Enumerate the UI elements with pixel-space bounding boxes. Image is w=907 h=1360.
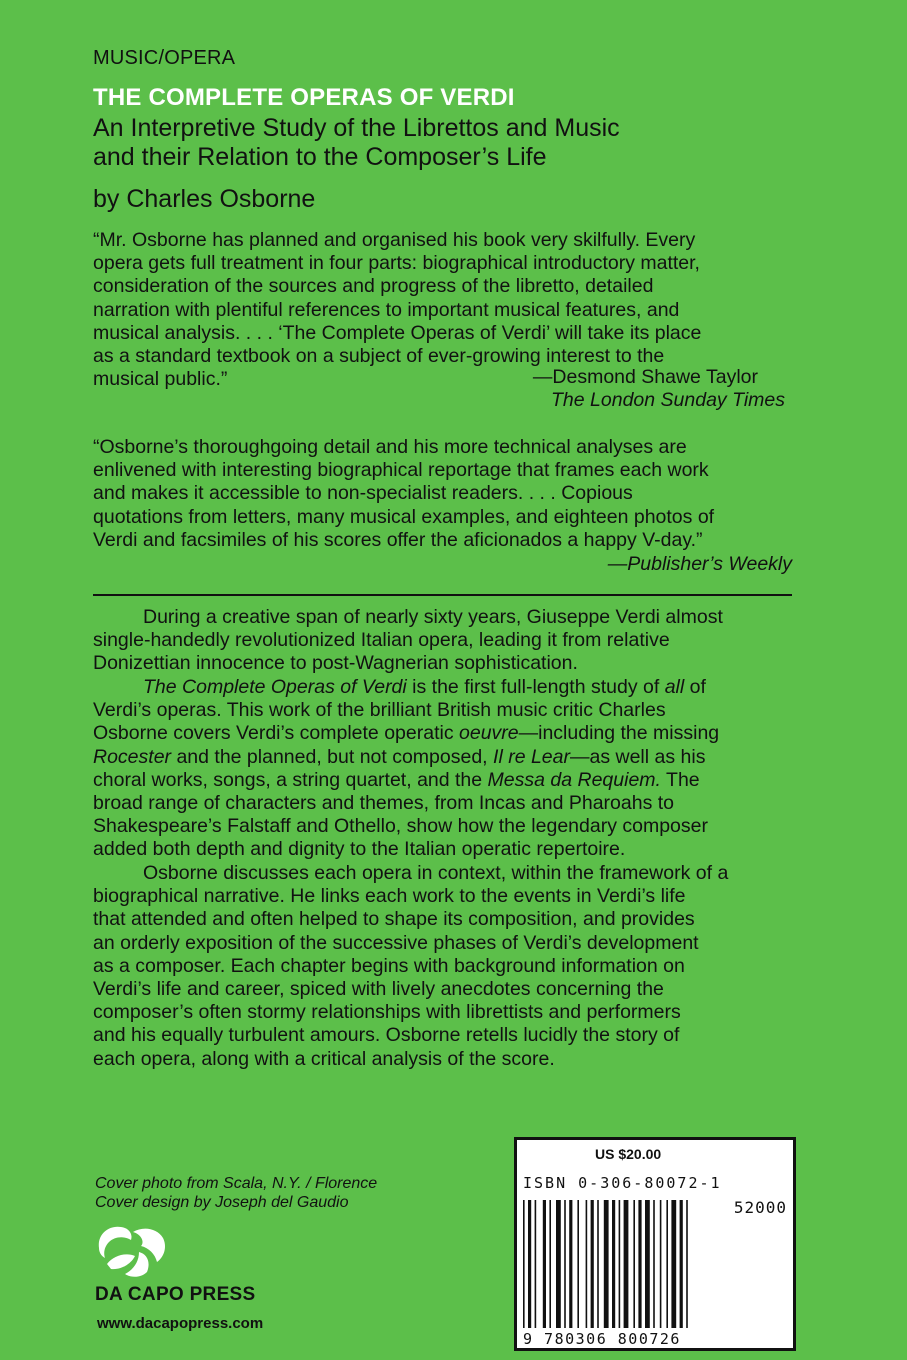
- paragraph-line: single-handedly revolutionized Italian opera, leading it from relative: [93, 629, 670, 652]
- paragraph-line: The Complete Operas of Verdi is the first full-length study of all of: [143, 676, 706, 698]
- paragraph-line: each opera, along with a critical analysis of the score.: [93, 1047, 555, 1070]
- barcode-bar: [564, 1200, 566, 1328]
- barcode-bar: [619, 1200, 621, 1328]
- barcode-bar: [671, 1200, 676, 1328]
- paragraph-line: that attended and often helped to shape its composition, and provides: [93, 908, 695, 931]
- paragraph-line: choral works, songs, a string quartet, and the Messa da Requiem. The: [93, 768, 700, 791]
- paragraph-line: as a composer. Each chapter begins with background information on: [93, 954, 685, 977]
- publisher-name: DA CAPO PRESS: [95, 1284, 256, 1305]
- quote-line: “Osborne’s thoroughgoing detail and his more technical analyses are: [93, 436, 687, 458]
- barcode-bar: [528, 1200, 531, 1328]
- subtitle-line: and their Relation to the Composer’s Life: [93, 143, 547, 171]
- barcode-panel: [514, 1137, 796, 1351]
- da-capo-logo-icon: [95, 1222, 170, 1280]
- cover-credits: [95, 1174, 377, 1212]
- description-paragraph-1: [93, 606, 793, 676]
- paragraph-line: Verdi’s life and career, spiced with lively anecdotes concerning the: [93, 978, 664, 1001]
- quote-line: enlivened with interesting biographical reportage that frames each work: [93, 459, 709, 482]
- barcode-bar: [612, 1200, 615, 1328]
- publisher-website: www.dacapopress.com: [97, 1315, 264, 1332]
- barcode-bar: [666, 1200, 668, 1328]
- barcode-bar: [549, 1200, 551, 1328]
- barcode-bar: [543, 1200, 546, 1328]
- quote-line: musical public.”: [93, 368, 228, 391]
- quote-line: quotations from letters, many musical examples, and eighteen photos of: [93, 505, 715, 528]
- photo-credit: Cover photo from Scala, N.Y. / Florence: [95, 1175, 378, 1192]
- barcode-bar: [569, 1200, 572, 1328]
- quote-line: opera gets full treatment in four parts: biographical introductory matter,: [93, 252, 700, 275]
- paragraph-line: an orderly exposition of the successive phases of Verdi’s development: [93, 931, 699, 954]
- book-title: THE COMPLETE OPERAS OF VERDI: [93, 84, 515, 111]
- quote-line: “Mr. Osborne has planned and organised his book very skilfully. Every: [93, 229, 696, 251]
- quote-line: as a standard textbook on a subject of ever-growing interest to the: [93, 345, 665, 368]
- barcode-bar: [535, 1200, 537, 1328]
- barcode-bar: [523, 1200, 525, 1328]
- quote-2-source: —Publisher’s Weekly: [607, 553, 792, 575]
- paragraph-line: Osborne covers Verdi’s complete operatic oeuvre—including the missing: [93, 722, 720, 745]
- paragraph-line: Rocester and the planned, but not composed, Il re Lear—as well as his: [93, 745, 706, 768]
- barcode-bar: [633, 1200, 635, 1328]
- book-subtitle: [93, 114, 793, 172]
- barcode-bar: [624, 1200, 629, 1328]
- author-line: by Charles Osborne: [93, 185, 316, 213]
- subtitle-line: An Interpretive Study of the Librettos and Music: [93, 114, 620, 142]
- barcode-bar: [680, 1200, 683, 1328]
- price-label: US $20.00: [595, 1146, 662, 1162]
- paragraph-line: composer’s often stormy relationships with librettists and performers: [93, 1001, 681, 1024]
- review-quote-2: [93, 436, 803, 552]
- barcode-bar: [660, 1200, 662, 1328]
- ean-number: 9 780306 800726: [523, 1330, 681, 1348]
- paragraph-line: broad range of characters and themes, from Incas and Pharoahs to: [93, 792, 675, 815]
- barcode-bar: [577, 1200, 579, 1328]
- quote-line: and makes it accessible to non-specialist readers. . . . Copious: [93, 482, 633, 505]
- quote-line: musical analysis. . . . ‘The Complete Operas of Verdi’ will take its place: [93, 321, 702, 344]
- quote-line: narration with plentiful references to important musical features, and: [93, 298, 680, 321]
- description-paragraph-3: [93, 862, 793, 1071]
- paragraph-line: added both depth and dignity to the Italian operatic repertoire.: [93, 838, 626, 861]
- barcode-bar: [653, 1200, 655, 1328]
- description-paragraph-2: [93, 676, 793, 862]
- barcode-bar: [645, 1200, 650, 1328]
- divider: [93, 594, 792, 596]
- barcode-bars: [523, 1200, 713, 1328]
- barcode-bar: [604, 1200, 609, 1328]
- category-label: MUSIC/OPERA: [93, 47, 236, 69]
- barcode-bar: [586, 1200, 588, 1328]
- barcode-bar: [686, 1200, 688, 1328]
- barcode-bar: [591, 1200, 594, 1328]
- paragraph-line: biographical narrative. He links each work to the events in Verdi’s life: [93, 885, 686, 908]
- quote-1-source: —Desmond Shawe Taylor: [532, 366, 758, 388]
- paragraph-line: and his equally turbulent amours. Osborne retells lucidly the story of: [93, 1024, 680, 1047]
- paragraph-line: Donizettian innocence to post-Wagnerian sophistication.: [93, 652, 578, 675]
- paragraph-line: Shakespeare’s Falstaff and Othello, show how the legendary composer: [93, 815, 708, 838]
- design-credit: Cover design by Joseph del Gaudio: [95, 1194, 349, 1211]
- barcode-bar: [638, 1200, 641, 1328]
- paragraph-line: During a creative span of nearly sixty years, Giuseppe Verdi almost: [143, 606, 723, 628]
- price-code: 52000: [733, 1198, 787, 1217]
- paragraph-line: Osborne discusses each opera in context, within the framework of a: [143, 862, 729, 884]
- isbn-label: ISBN 0-306-80072-1: [523, 1174, 722, 1192]
- barcode-bar: [556, 1200, 561, 1328]
- barcode-bar: [597, 1200, 599, 1328]
- quote-line: consideration of the sources and progress of the libretto, detailed: [93, 275, 654, 298]
- paragraph-line: Verdi’s operas. This work of the brilliant British music critic Charles: [93, 699, 666, 722]
- quote-line: Verdi and facsimiles of his scores offer the aficionados a happy V-day.”: [93, 528, 703, 551]
- quote-1-publication: The London Sunday Times: [551, 389, 785, 411]
